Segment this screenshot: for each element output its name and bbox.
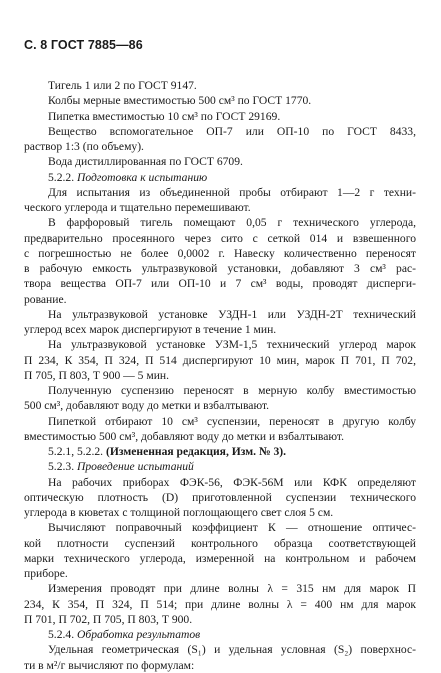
text-line-content: Измерения проводят при длине волны λ = 315 нм для марок П (48, 582, 416, 596)
text-line (24, 170, 416, 185)
text-line (24, 78, 416, 93)
text-line (24, 368, 416, 383)
text-line-content: П 701, П 702, П 705, П 803, Т 900. (24, 612, 193, 626)
text-line (24, 505, 416, 520)
text-line-content: углерод всех марок диспергируют в течение 1 мин. (24, 323, 277, 336)
text-line-content: В фарфоровый тигель помещают 0,05 г технического углерода, (48, 216, 416, 230)
text-line-content: твора вещества ОП-7 или ОП-10 и 7 см³ воды, проводят дисперги- (24, 277, 416, 291)
text-line (24, 383, 416, 398)
text-line-content: Вычисляют поправочный коэффициент К — отношение оптичес- (48, 521, 416, 535)
text-line (24, 337, 416, 352)
text-line (24, 444, 416, 459)
text-line (24, 109, 416, 124)
text-line (24, 231, 416, 246)
text-line (24, 475, 416, 490)
text-line (24, 566, 416, 581)
text-line-content: углерода в кюветах с толщиной поглощающего свет слоя 5 см. (24, 506, 334, 519)
text-line (24, 612, 416, 627)
section-heading-italic: Проведение испытаний (76, 460, 194, 474)
text-line (24, 658, 416, 673)
section-heading-italic: Обработка результатов (76, 628, 201, 641)
text-line-content: Вода дистиллированная по ГОСТ 6709. (48, 155, 243, 169)
text-line-content: На рабочих приборах ФЭК-56, ФЭК-56М или КФК определяют (48, 475, 416, 489)
text-line (24, 490, 416, 505)
text-line (24, 139, 416, 154)
text-line (24, 261, 416, 276)
text-line-content: Пипеткой отбирают 10 см³ суспензии, переносят в другую колбу (48, 414, 416, 428)
text-line-content: с погрешностью не более 0,0002 г. Навеску количественно переносят (24, 246, 416, 260)
document-body (24, 78, 416, 673)
text-line (24, 307, 416, 322)
text-line (24, 154, 416, 169)
text-line-content: марки технического углерода, измеренной на контрольном и рабочем (24, 551, 416, 565)
text-line-content: предварительно просеянного через сито с сеткой 014 и взвешенного (24, 231, 416, 245)
text-line (24, 459, 416, 474)
text-line-content: раствор 1:3 (по объему). (24, 140, 144, 153)
text-line (24, 276, 416, 291)
text-line-content: Удельная геометрическая (S₁) и удельная условная (S₂) поверхнос- (48, 643, 416, 657)
text-line (24, 398, 416, 413)
section-heading-italic: Подготовка к испытанию (76, 170, 208, 184)
text-line (24, 215, 416, 230)
text-line-content: На ультразвуковой установке УЗДН-1 или УЗДН-2Т технический (48, 307, 416, 321)
text-line (24, 551, 416, 566)
text-line-content: Колбы мерные вместимостью 500 см³ по ГОСТ 1770. (48, 94, 312, 108)
text-line (24, 597, 416, 612)
text-line-content: рование. (24, 292, 67, 306)
text-line-content: Полученную суспензию переносят в мерную колбу вместимостью (48, 384, 416, 397)
text-line-content: оптическую плотность (D) приготовленной суспензии технического (24, 490, 416, 504)
text-line-content: Для испытания из объединенной пробы отбирают 1—2 г техни- (48, 185, 416, 199)
text-line-content: кой плотности суспензий контрольного образца соответствующей (24, 536, 416, 550)
text-line (24, 292, 416, 307)
text-line (24, 642, 416, 657)
text-line (24, 200, 416, 215)
amendment-note-bold: (Измененная редакция, Изм. № 3). (105, 445, 287, 458)
text-line (24, 353, 416, 368)
text-line (24, 627, 416, 642)
text-line-content: 5.2.1, 5.2.2. (48, 445, 106, 458)
text-line (24, 124, 416, 139)
text-line-content: П 705, П 803, Т 900 — 5 мин. (24, 368, 170, 382)
text-line (24, 581, 416, 596)
text-line (24, 185, 416, 200)
text-line (24, 322, 416, 337)
text-line (24, 93, 416, 108)
text-line (24, 520, 416, 535)
text-line-content: ти в м²/г вычисляют по формулам: (24, 658, 195, 672)
text-line-content: приборе. (24, 567, 68, 580)
text-line-content: На ультразвуковой установке УЗМ-1,5 технический углерод марок (48, 338, 416, 352)
page-header: С. 8 ГОСТ 7885—86 (24, 38, 143, 52)
text-line-content: П 234, К 354, П 324, П 514 диспергируют 10 мин, марок П 701, П 702, (24, 353, 416, 367)
text-line-content: 500 см³, добавляют воду до метки и взбалтывают. (24, 399, 270, 413)
text-line-content: 5.2.3. (48, 460, 77, 474)
text-line (24, 246, 416, 261)
text-line-content: Пипетка вместимостью 10 см³ по ГОСТ 29169. (48, 109, 281, 123)
text-line-content: 5.2.2. (48, 170, 77, 184)
text-line (24, 429, 416, 444)
text-line-content: вместимостью 500 см³, добавляют воду до метки и взбалтывают. (24, 429, 344, 443)
text-line-content: Тигель 1 или 2 по ГОСТ 9147. (48, 79, 197, 92)
text-line-content: в рабочую емкость ультразвуковой установки, добавляют 3 см³ рас- (24, 262, 416, 275)
text-line-content: Вещество вспомогательное ОП-7 или ОП-10 по ГОСТ 8433, (48, 124, 416, 138)
text-line (24, 414, 416, 429)
text-line-content: 234, К 354, П 324, П 514; при длине волны λ = 400 нм для марок (24, 597, 416, 611)
text-line-content: ческого углерода и тщательно перемешивают. (24, 201, 251, 214)
text-line-content: 5.2.4. (48, 628, 77, 641)
text-line (24, 536, 416, 551)
